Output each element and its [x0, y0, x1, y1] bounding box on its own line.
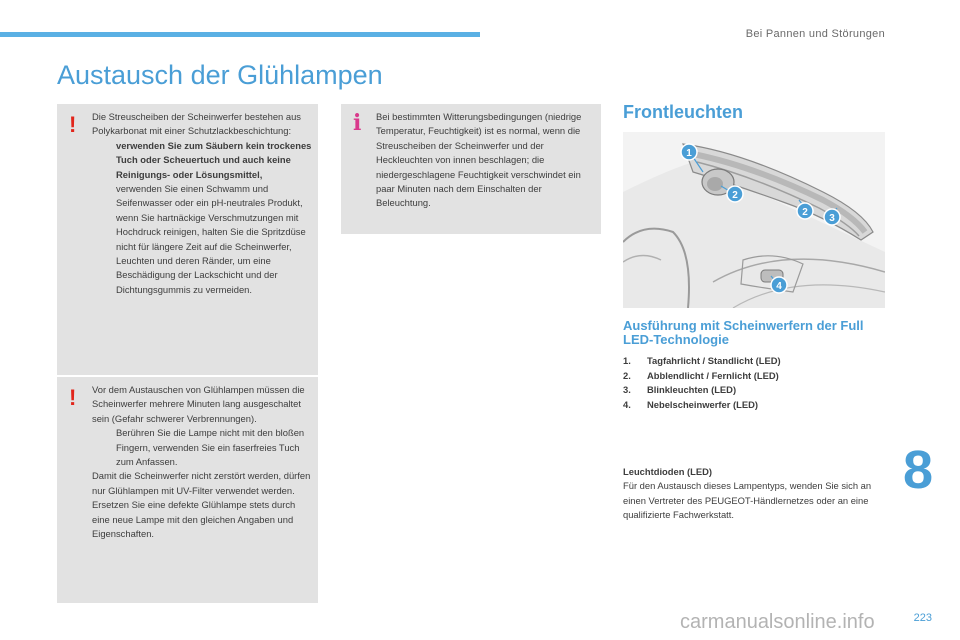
- bullet-marker-icon: [92, 426, 116, 469]
- svg-text:3: 3: [829, 213, 835, 224]
- warning-intro: Vor dem Austauschen von Glühlampen müssen die Scheinwerfer mehrere Minuten lang ausgeschaltet sein (Gefahr schwerer Verbrennungen).: [92, 384, 305, 424]
- led-note-title: Leuchtdioden (LED): [623, 466, 713, 477]
- legend-item: 4. Nebelscheinwerfer (LED): [623, 398, 758, 410]
- warning-box-text: [92, 383, 312, 541]
- legend-list: [623, 354, 781, 412]
- section-title: Bei Pannen und Störungen: [745, 28, 885, 40]
- svg-text:2: 2: [802, 207, 808, 218]
- warning-intro: Die Streuscheiben der Scheinwerfer bestehen aus Polykarbonat mit einer Schutzlackbeschichtung:: [92, 111, 301, 137]
- paragraph: Damit die Scheinwerfer nicht zerstört werden, dürfen nur Glühlampen mit UV-Filter verwendet werden.: [92, 470, 311, 496]
- page-title: Austausch der Glühlampen: [57, 60, 383, 90]
- headlight-illustration: [623, 132, 885, 308]
- warning-box-text: [92, 110, 312, 297]
- headlight-photo: [623, 132, 885, 308]
- info-box-text: Bei bestimmten Witterungsbedingungen (niedrige Temperatur, Feuchtigkeit) ist es normal, wenn die Streuscheiben der Scheinwerfer und der Heckleuchten von innen beschlagen; die niedergeschlagene Feuchtigkeit verschwindet ein paar Minuten nach dem Einschalten der Beleuchtung.: [376, 111, 582, 209]
- legend-item: 2. Abblendlicht / Fernlicht (LED): [623, 369, 779, 381]
- warning-box-cleaning: [57, 104, 318, 375]
- watermark: carmanualsonline.info: [680, 611, 875, 633]
- top-accent-bar: [0, 32, 480, 37]
- led-note-text: Für den Austausch dieses Lampentyps, wenden Sie sich an einen Vertreter des PEUGEOT-Händlernetzes oder an eine qualifizierte Fachwerkstatt.: [623, 480, 872, 521]
- paragraph: Ersetzen Sie eine defekte Glühlampe stets durch eine neue Lampe mit den gleichen Angaben und Eigenschaften.: [92, 499, 296, 540]
- info-icon: i: [353, 110, 362, 136]
- list-item: verwenden Sie einen Schwamm und Seifenwasser oder ein pH-neutrales Produkt,: [92, 182, 312, 211]
- list-item: Berühren Sie die Lampe nicht mit den bloßen Fingern, verwenden Sie ein faserfreies Tuch zum Anfassen.: [92, 426, 312, 469]
- bullet-marker-icon: [92, 139, 116, 182]
- svg-text:2: 2: [732, 190, 738, 201]
- bullet-marker-icon: [92, 211, 116, 297]
- legend-item: 3. Blinkleuchten (LED): [623, 384, 737, 395]
- heading-frontleuchten: Frontleuchten: [623, 102, 743, 122]
- warning-exclamation-icon: !: [69, 385, 77, 410]
- list-item: verwenden Sie zum Säubern kein trockenes Tuch oder Scheuertuch und auch keine Reinigungs- oder Lösungsmittel,: [92, 139, 312, 182]
- led-note: [623, 465, 893, 523]
- subheading-full-led: Ausführung mit Scheinwerfern der Full LED-Technologie: [623, 318, 864, 347]
- info-box-condensation: [341, 104, 601, 234]
- callout-3-icon: [824, 208, 840, 225]
- list-item: wenn Sie hartnäckige Verschmutzungen mit Hochdruck reinigen, halten Sie die Spritzdüse nicht für längere Zeit auf die Scheinwerfer, Leuchten und deren Ränder, um eine Beschädigung der Lackschicht und der Dichtungsgummis zu vermeiden.: [92, 211, 312, 297]
- callout-4-icon: [771, 276, 787, 293]
- svg-text:1: 1: [686, 148, 692, 159]
- svg-text:4: 4: [776, 281, 782, 292]
- page-number: 223: [913, 612, 932, 624]
- warning-box-bulbs: [57, 377, 318, 603]
- bullet-marker-icon: [92, 182, 116, 211]
- legend-item: 1. Tagfahrlicht / Standlicht (LED): [623, 355, 781, 366]
- warning-exclamation-icon: !: [69, 112, 77, 137]
- chapter-number: 8: [903, 440, 934, 500]
